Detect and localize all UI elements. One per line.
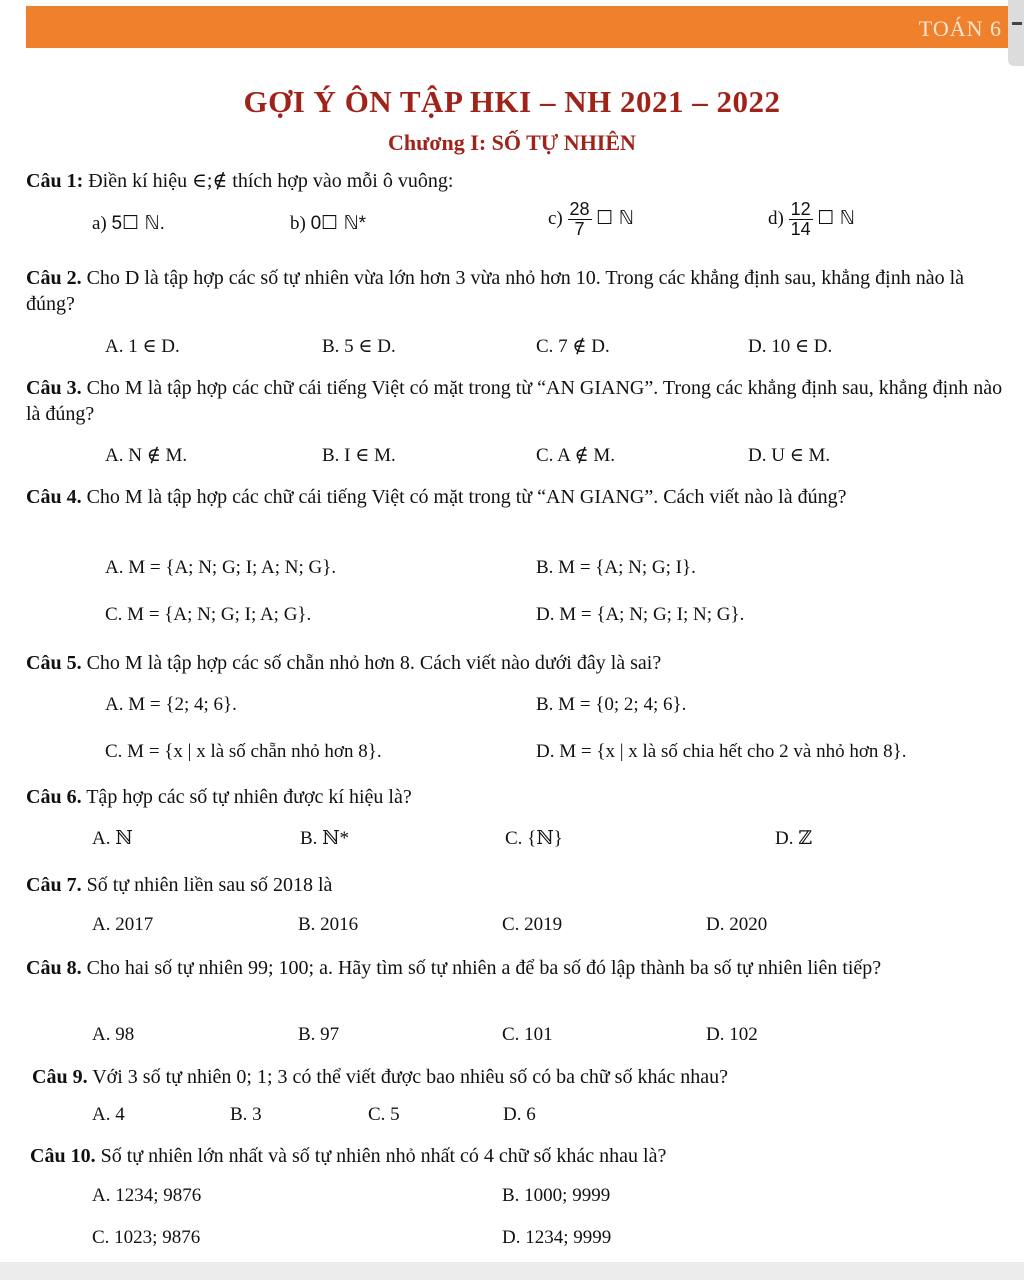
header-banner bbox=[26, 6, 1020, 48]
question-7-text: Số tự nhiên liền sau số 2018 là bbox=[86, 874, 333, 896]
question-1 bbox=[26, 168, 1006, 194]
q7-option-a[interactable]: A. 2017 bbox=[92, 914, 154, 935]
q10-option-a[interactable]: A. 1234; 9876 bbox=[92, 1185, 202, 1206]
question-3-text: Cho M là tập hợp các chữ cái tiếng Việt có mặt trong từ “AN GIANG”. Trong các khẳng định sau, khẳng định nào là đúng? bbox=[26, 377, 1003, 425]
q2-option-a[interactable]: A. 1 ∈ D. bbox=[105, 336, 180, 357]
page-title: GỢI Ý ÔN TẬP HKI – NH 2021 – 2022 bbox=[243, 84, 781, 119]
question-2-text: Cho D là tập hợp các số tự nhiên vừa lớn hơn 3 vừa nhỏ hơn 10. Trong các khẳng định sau, khẳng định nào là đúng? bbox=[26, 267, 965, 315]
question-8 bbox=[26, 955, 1016, 981]
question-9 bbox=[32, 1064, 1022, 1090]
q5-option-c[interactable]: C. M = {x | x là số chẵn nhỏ hơn 8}. bbox=[105, 741, 382, 762]
q10-option-b[interactable]: B. 1000; 9999 bbox=[502, 1185, 611, 1206]
q1-part-c: c) $\frac{28}{7}$ ☐ ℕ bbox=[548, 199, 634, 239]
page-edge-marker bbox=[1008, 0, 1024, 66]
q6-option-a[interactable]: A. ℕ bbox=[92, 828, 133, 849]
q6-option-b[interactable]: B. ℕ* bbox=[300, 828, 350, 849]
chapter-subtitle: Chương I: SỐ TỰ NHIÊN bbox=[388, 130, 636, 155]
q2-option-c[interactable]: C. 7 ∉ D. bbox=[536, 336, 610, 357]
q3-option-c[interactable]: C. A ∉ M. bbox=[536, 445, 616, 466]
q10-option-c[interactable]: C. 1023; 9876 bbox=[92, 1227, 201, 1248]
question-1-label: Câu 1: bbox=[26, 170, 84, 192]
q9-option-a[interactable]: A. 4 bbox=[92, 1104, 125, 1125]
q9-option-c[interactable]: C. 5 bbox=[368, 1104, 400, 1125]
q7-option-c[interactable]: C. 2019 bbox=[502, 914, 563, 935]
q8-option-b[interactable]: B. 97 bbox=[298, 1024, 340, 1045]
question-2 bbox=[26, 265, 1016, 317]
question-10 bbox=[30, 1143, 1020, 1169]
question-4 bbox=[26, 484, 1016, 510]
q4-option-a[interactable]: A. M = {A; N; G; I; A; N; G}. bbox=[105, 557, 337, 578]
q1-part-b: b) 0☐ ℕ* bbox=[290, 213, 367, 234]
question-5-label: Câu 5. bbox=[26, 652, 82, 674]
q5-option-b[interactable]: B. M = {0; 2; 4; 6}. bbox=[536, 694, 687, 715]
q1-part-a: a) 5☐ ℕ. bbox=[92, 213, 165, 234]
q1-c-fraction: $\frac{28}{7}$ bbox=[569, 199, 590, 239]
q9-option-d[interactable]: D. 6 bbox=[503, 1104, 536, 1125]
question-8-label: Câu 8. bbox=[26, 957, 82, 979]
q7-option-d[interactable]: D. 2020 bbox=[706, 914, 768, 935]
q6-option-c[interactable]: C. {ℕ} bbox=[505, 828, 563, 849]
q4-option-b[interactable]: B. M = {A; N; G; I}. bbox=[536, 557, 696, 578]
q8-option-c[interactable]: C. 101 bbox=[502, 1024, 553, 1045]
q8-option-d[interactable]: D. 102 bbox=[706, 1024, 758, 1045]
q1-a-expression: 5☐ ℕ. bbox=[111, 213, 165, 234]
q3-option-d[interactable]: D. U ∈ M. bbox=[748, 445, 831, 466]
bottom-margin bbox=[0, 1262, 1024, 1280]
question-8-text: Cho hai số tự nhiên 99; 100; a. Hãy tìm số tự nhiên a để ba số đó lập thành ba số tự nhiên liên tiếp? bbox=[86, 957, 882, 979]
question-7 bbox=[26, 872, 1016, 898]
question-5-text: Cho M là tập hợp các số chẵn nhỏ hơn 8. Cách viết nào dưới đây là sai? bbox=[86, 652, 662, 674]
question-3 bbox=[26, 375, 1016, 427]
q1-b-expression: 0☐ ℕ* bbox=[310, 213, 367, 234]
question-6 bbox=[26, 784, 1016, 810]
question-4-text: Cho M là tập hợp các chữ cái tiếng Việt có mặt trong từ “AN GIANG”. Cách viết nào là đúng? bbox=[86, 486, 847, 508]
question-4-label: Câu 4. bbox=[26, 486, 82, 508]
q7-option-b[interactable]: B. 2016 bbox=[298, 914, 359, 935]
q8-option-a[interactable]: A. 98 bbox=[92, 1024, 135, 1045]
question-6-text: Tập hợp các số tự nhiên được kí hiệu là? bbox=[86, 786, 412, 808]
question-6-label: Câu 6. bbox=[26, 786, 82, 808]
subject-label: TOÁN 6 bbox=[918, 16, 1002, 41]
q4-option-d[interactable]: D. M = {A; N; G; I; N; G}. bbox=[536, 604, 745, 625]
question-1-text: Điền kí hiệu ∈;∉ thích hợp vào mỗi ô vuông: bbox=[88, 170, 454, 192]
question-5 bbox=[26, 650, 1016, 676]
q5-option-d[interactable]: D. M = {x | x là số chia hết cho 2 và nhỏ hơn 8}. bbox=[536, 741, 907, 762]
question-9-text: Với 3 số tự nhiên 0; 1; 3 có thể viết được bao nhiêu số có ba chữ số khác nhau? bbox=[92, 1066, 728, 1088]
question-2-label: Câu 2. bbox=[26, 267, 82, 289]
q1-part-d: d) $\frac{12}{14}$ ☐ ℕ bbox=[768, 199, 855, 239]
q2-option-d[interactable]: D. 10 ∈ D. bbox=[748, 336, 833, 357]
question-10-label: Câu 10. bbox=[30, 1145, 96, 1167]
q3-option-b[interactable]: B. I ∈ M. bbox=[322, 445, 396, 466]
q6-option-d[interactable]: D. ℤ bbox=[775, 828, 813, 849]
q4-option-c[interactable]: C. M = {A; N; G; I; A; G}. bbox=[105, 604, 312, 625]
q1-d-fraction: $\frac{12}{14}$ bbox=[790, 199, 811, 239]
q5-option-a[interactable]: A. M = {2; 4; 6}. bbox=[105, 694, 237, 715]
question-7-label: Câu 7. bbox=[26, 874, 82, 896]
question-10-text: Số tự nhiên lớn nhất và số tự nhiên nhỏ nhất có 4 chữ số khác nhau là? bbox=[100, 1145, 667, 1167]
question-3-label: Câu 3. bbox=[26, 377, 82, 399]
q3-option-a[interactable]: A. N ∉ M. bbox=[105, 445, 188, 466]
question-9-label: Câu 9. bbox=[32, 1066, 88, 1088]
q10-option-d[interactable]: D. 1234; 9999 bbox=[502, 1227, 612, 1248]
q2-option-b[interactable]: B. 5 ∈ D. bbox=[322, 336, 396, 357]
q9-option-b[interactable]: B. 3 bbox=[230, 1104, 262, 1125]
